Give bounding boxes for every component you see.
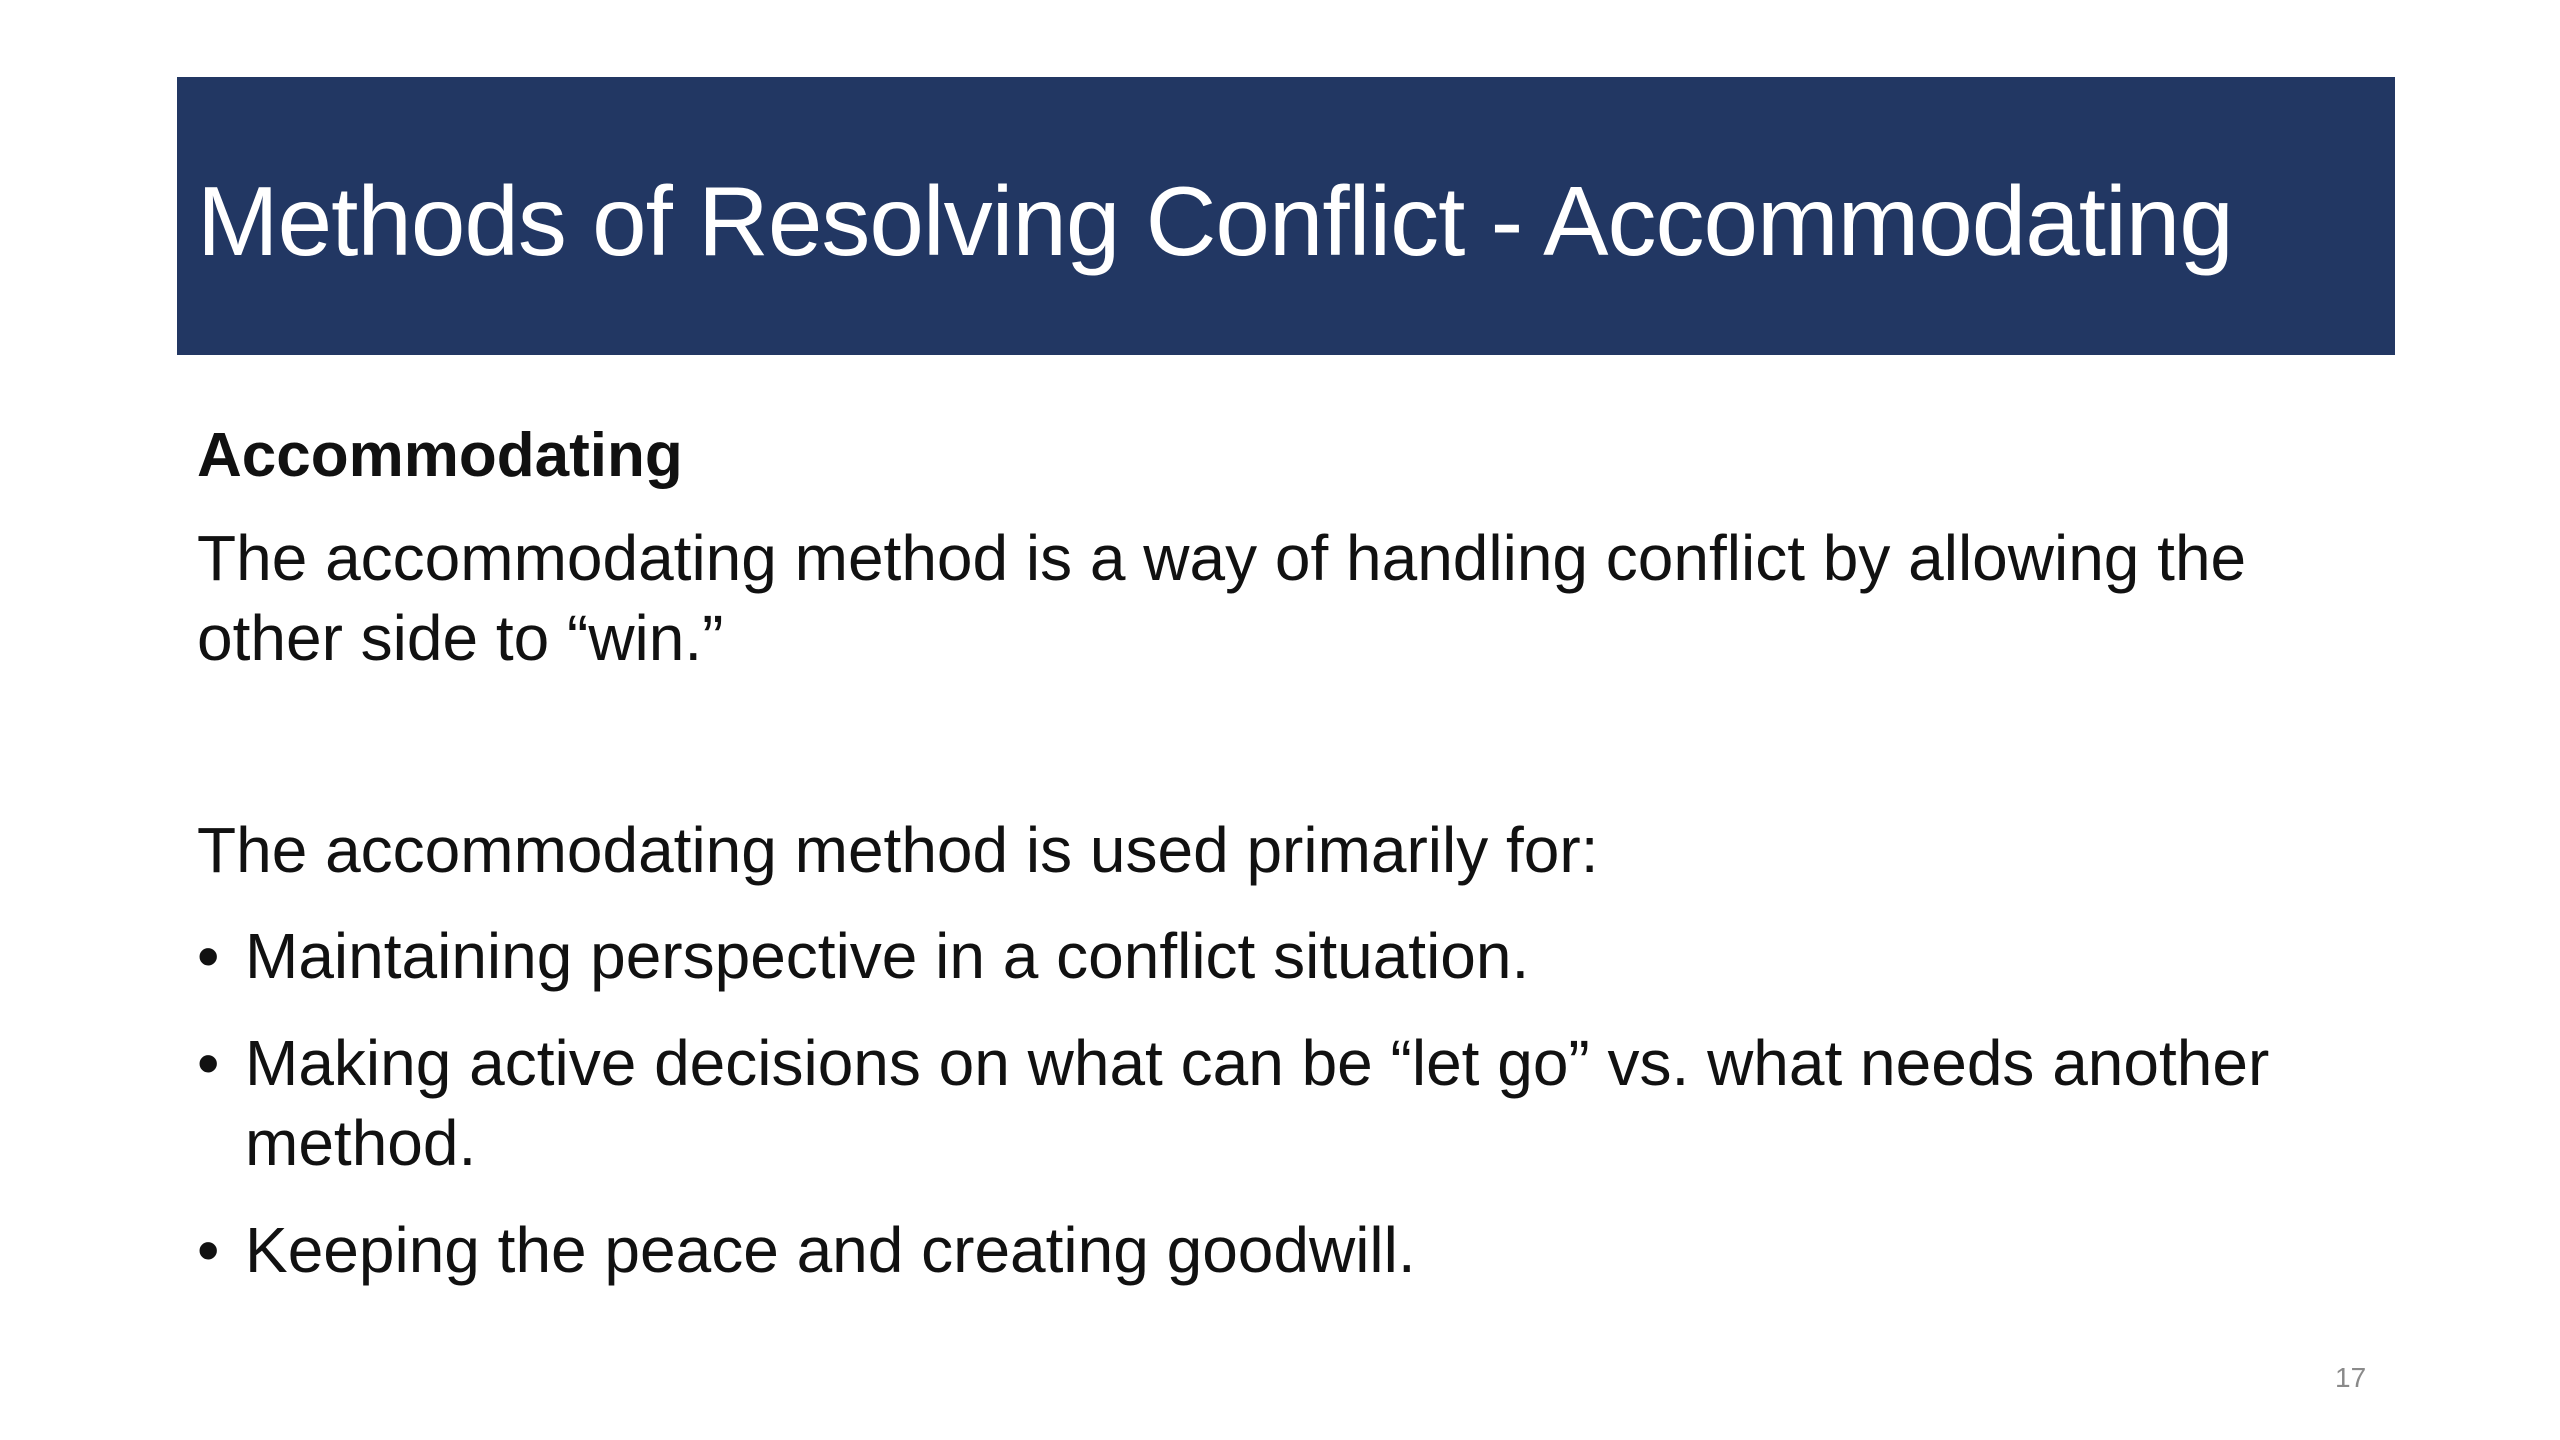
- bullet-text: Keeping the peace and creating goodwill.: [245, 1214, 1416, 1286]
- uses-intro: The accommodating method is used primarily for:: [197, 814, 1599, 886]
- slide-content: [197, 420, 2347, 1317]
- bullet-list: [197, 916, 2347, 1290]
- slide-title: Methods of Resolving Conflict - Accommodating: [197, 165, 2233, 276]
- bullet-icon: •: [197, 920, 220, 992]
- bullet-text: Maintaining perspective in a conflict situation.: [245, 920, 1530, 992]
- bullet-item: [197, 1210, 2275, 1290]
- bullet-item: [197, 916, 2275, 996]
- title-bar: [177, 77, 2395, 355]
- definition-paragraph: The accommodating method is a way of handling conflict by allowing the other side to “win.”: [197, 522, 2247, 674]
- bullet-text: Making active decisions on what can be “let go” vs. what needs another method.: [245, 1027, 2270, 1179]
- bullet-icon: •: [197, 1027, 220, 1099]
- bullet-icon: •: [197, 1214, 220, 1286]
- page-number: 17: [2335, 1362, 2367, 1393]
- bullet-item: [197, 1023, 2275, 1183]
- section-heading: Accommodating: [197, 421, 683, 490]
